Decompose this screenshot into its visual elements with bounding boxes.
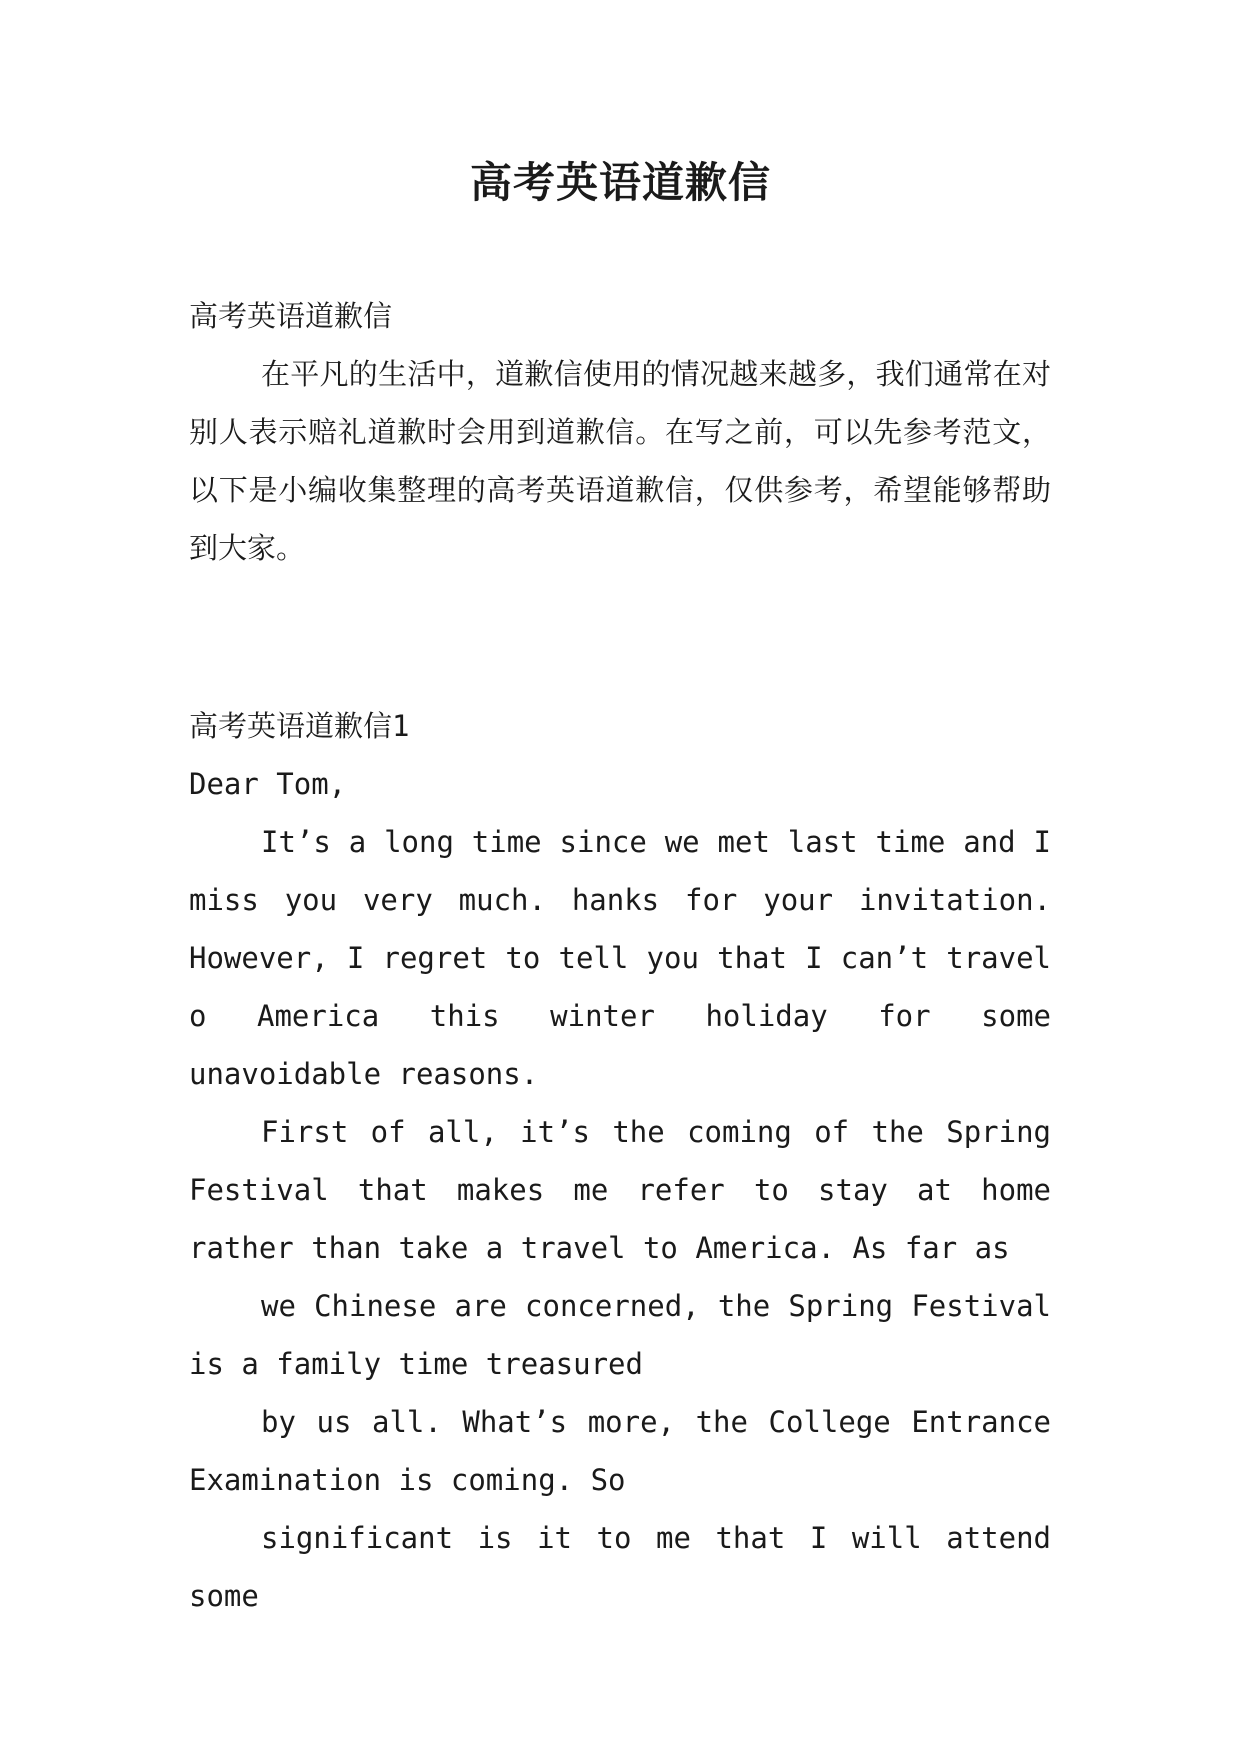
letter-heading: 高考英语道歉信1 [189, 709, 410, 743]
intro-paragraph: 在平凡的生活中，道歉信使用的情况越来越多，我们通常在对别人表示赔礼道歉时会用到道歉信。在写之前，可以先参考范文，以下是小编收集整理的高考英语道歉信，仅供参考，希望能够帮助到大家。 [189, 357, 1051, 565]
letter-salutation: Dear Tom, [189, 767, 347, 801]
letter-paragraph: we Chinese are concerned, the Spring Festival is a family time treasured [189, 1289, 1051, 1381]
letter-paragraph: First of all, it’s the coming of the Spring Festival that makes me refer to stay at home rather than take a travel to America. As far as [189, 1115, 1051, 1265]
letter-section [189, 697, 1051, 1625]
letter-paragraph: by us all. What’s more, the College Entrance Examination is coming. So [189, 1405, 1051, 1497]
letter-paragraph: It’s a long time since we met last time and I miss you very much. hanks for your invitation. However, I regret to tell you that I can’t travel o America this winter holiday for some unavoidable reasons. [189, 825, 1051, 1091]
intro-section [189, 287, 1051, 577]
letter-paragraph: significant is it to me that I will attend some [189, 1521, 1051, 1613]
document-title: 高考英语道歉信 [469, 158, 771, 207]
intro-heading: 高考英语道歉信 [189, 299, 393, 333]
